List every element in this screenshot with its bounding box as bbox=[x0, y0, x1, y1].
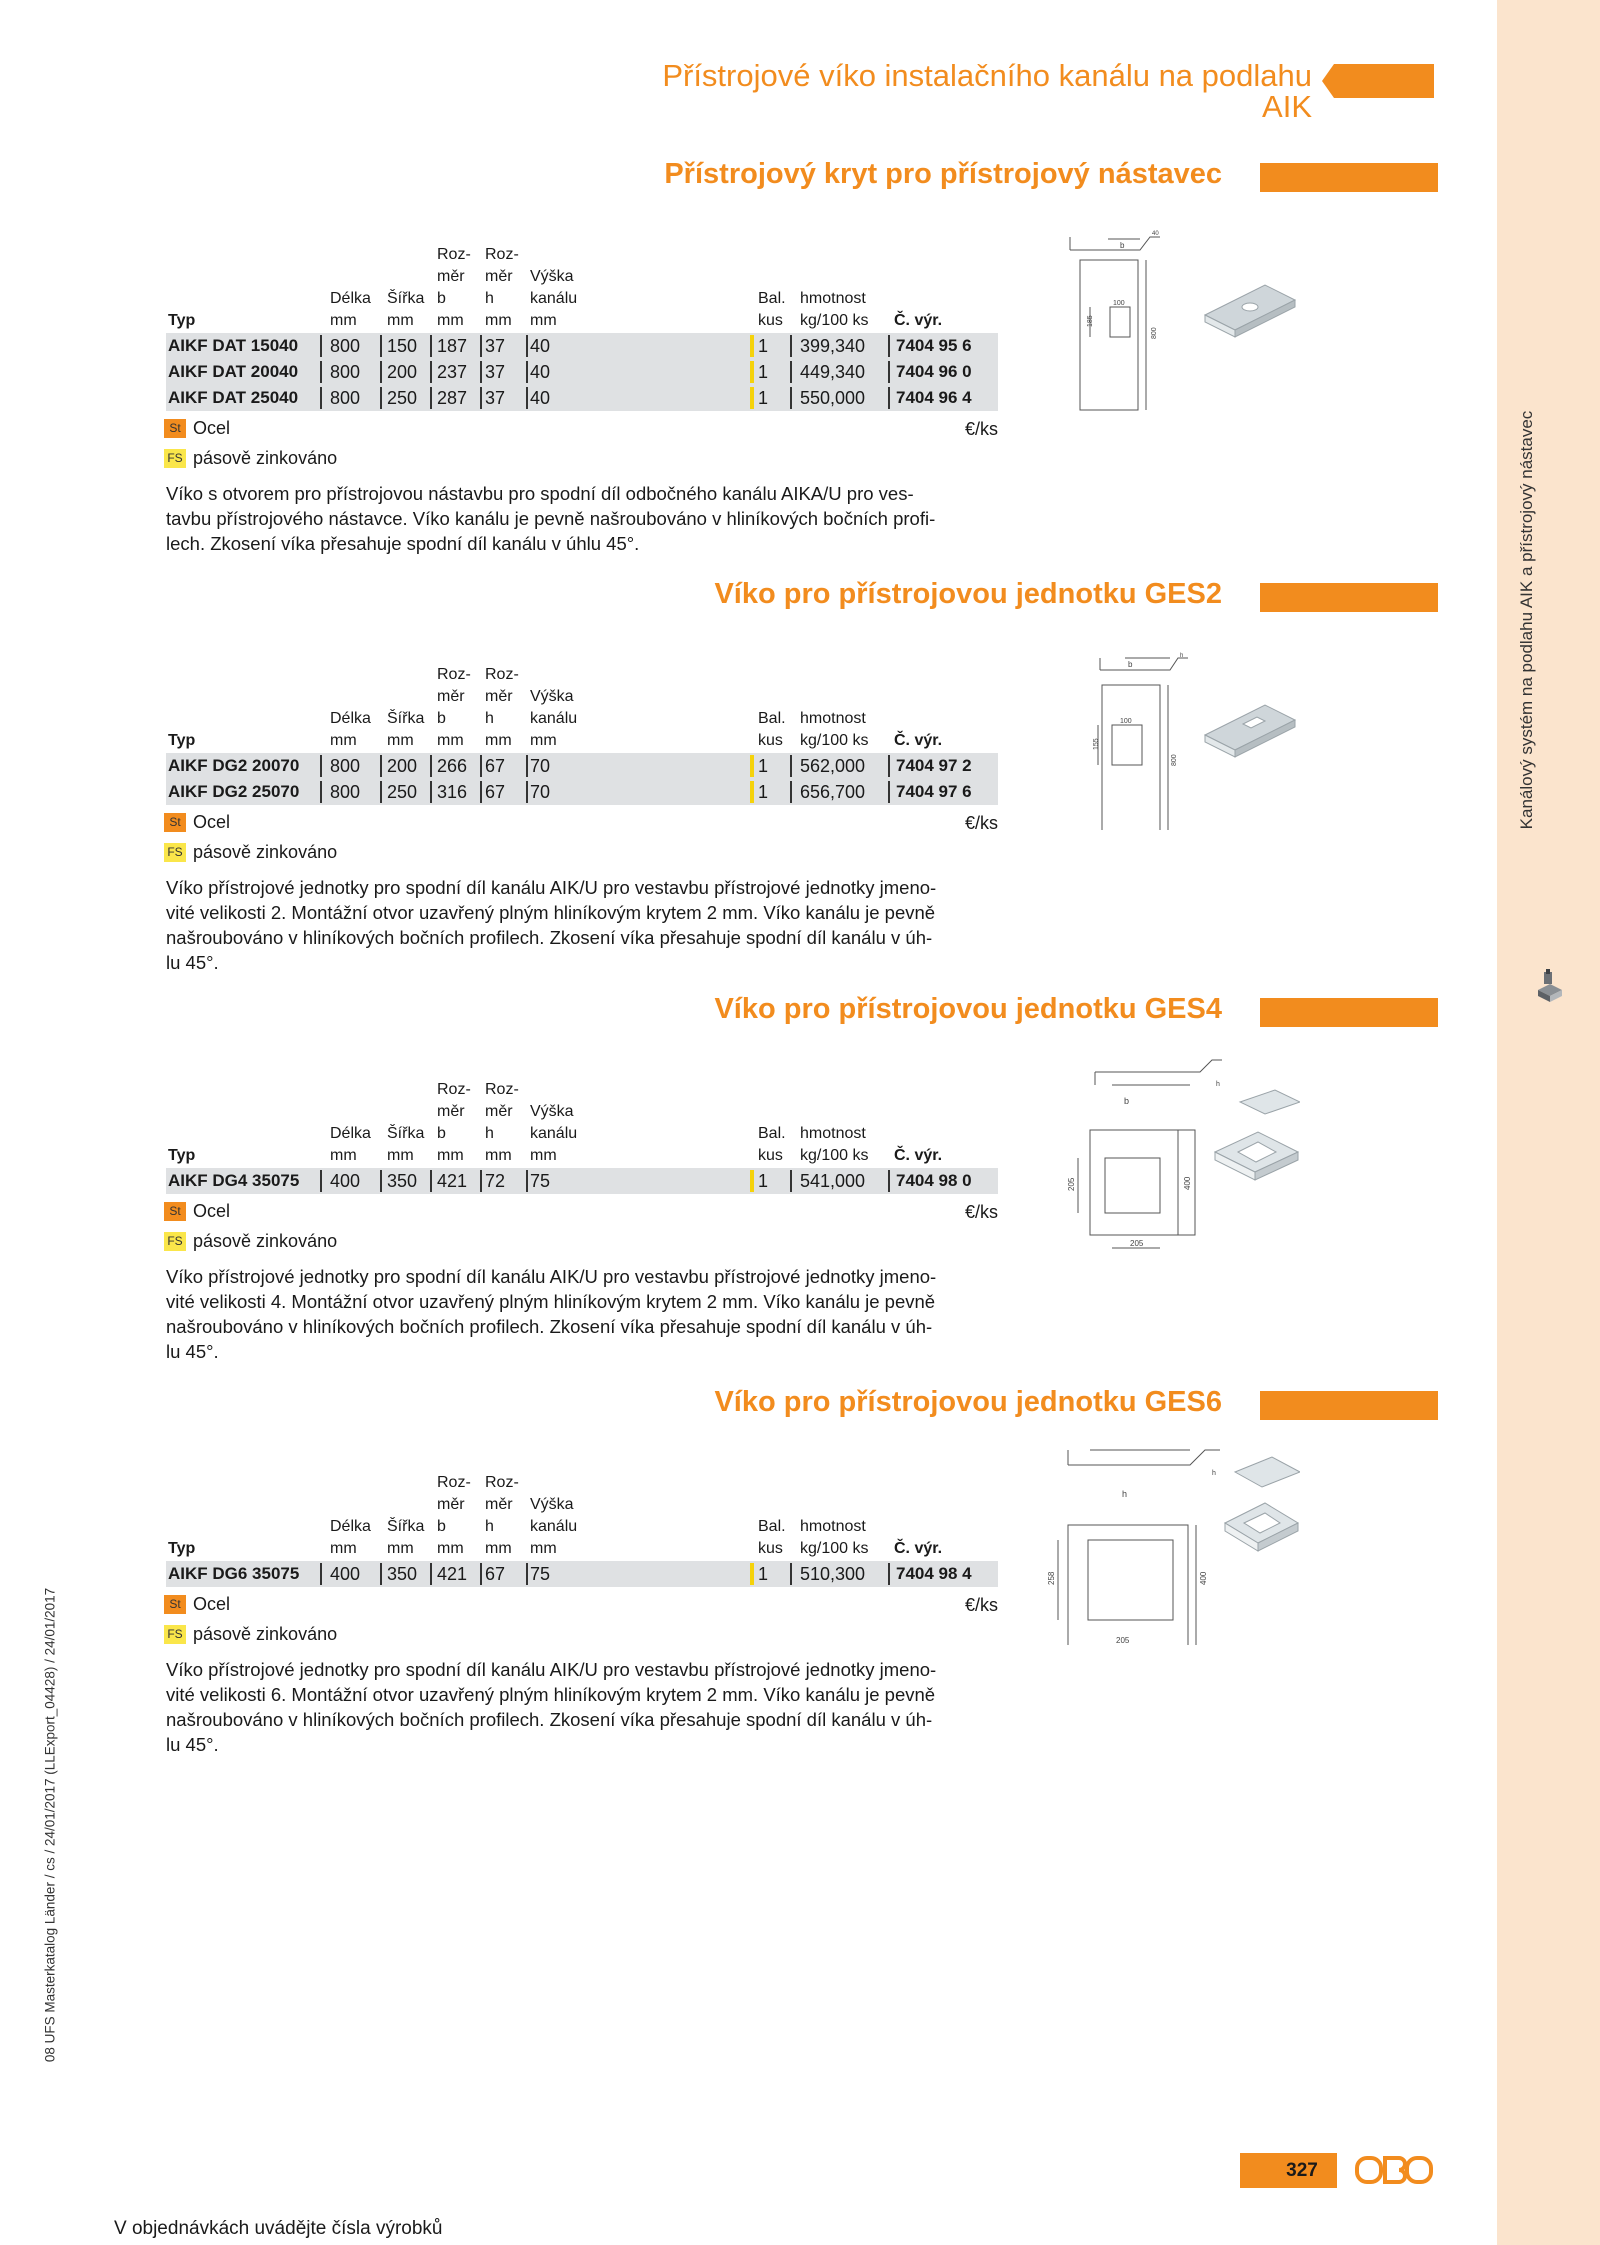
cell-b: 187 bbox=[437, 336, 468, 356]
column-header-rozmer-b: b bbox=[437, 710, 446, 727]
column-header-rozmer-b: mm bbox=[437, 732, 464, 749]
column-header-rozmer-b: Roz- bbox=[437, 1081, 471, 1098]
drawing-label: 205 bbox=[1130, 1239, 1144, 1248]
column-header-hmotnost: kg/100 ks bbox=[800, 1540, 869, 1557]
column-separator bbox=[790, 361, 792, 383]
column-header-sirka: mm bbox=[387, 312, 414, 329]
column-header-rozmer-h: Roz- bbox=[485, 1474, 519, 1491]
cell-typ: AIKF DAT 20040 bbox=[168, 362, 299, 381]
column-header-rozmer-b: Roz- bbox=[437, 246, 471, 263]
cell-b: 316 bbox=[437, 782, 468, 802]
cell-h: 67 bbox=[485, 1564, 506, 1584]
column-separator bbox=[380, 755, 382, 777]
column-header-cvyr: Č. výr. bbox=[894, 732, 943, 749]
column-header-rozmer-h: měr bbox=[485, 688, 513, 705]
material-badge: St bbox=[164, 419, 186, 438]
description-line: vité velikosti 2. Montážní otvor uzavřený plným hliníkovým krytem 2 mm. Víko kanálu je pevně bbox=[166, 902, 936, 923]
column-header-delka: Délka bbox=[330, 1125, 371, 1142]
column-separator bbox=[380, 1563, 382, 1585]
column-header-rozmer-h: h bbox=[485, 1518, 494, 1535]
column-header-rozmer-h: měr bbox=[485, 268, 513, 285]
drawing-label: 100 bbox=[1113, 300, 1125, 307]
material-label: Ocel bbox=[193, 1594, 231, 1614]
column-header-hmotnost: kg/100 ks bbox=[800, 312, 869, 329]
cell-delka: 800 bbox=[330, 362, 361, 382]
finish-label: pásově zinkováno bbox=[193, 448, 338, 468]
cell-bal: 1 bbox=[758, 388, 769, 408]
cell-sirka: 250 bbox=[387, 782, 418, 802]
cell-delka: 400 bbox=[330, 1171, 361, 1191]
cell-cvyr: 7404 98 0 bbox=[896, 1171, 972, 1190]
ges6-technical-drawing bbox=[1040, 1425, 1300, 1645]
description-line: našroubováno v hliníkových bočních profilech. Zkosení víka přesahuje spodní díl kanálu v úh- bbox=[166, 1709, 933, 1730]
cell-bal: 1 bbox=[758, 782, 769, 802]
column-header-vyska: Výška bbox=[530, 268, 574, 285]
column-header-rozmer-h: h bbox=[485, 290, 494, 307]
column-header-delka: Délka bbox=[330, 710, 371, 727]
column-separator bbox=[480, 387, 482, 409]
section-title: Víko pro přístrojovou jednotku GES4 bbox=[714, 993, 1222, 1025]
column-separator bbox=[526, 1170, 528, 1192]
cell-hmotnost: 510,300 bbox=[800, 1564, 866, 1584]
column-separator bbox=[526, 361, 528, 383]
column-header-delka: mm bbox=[330, 1540, 357, 1557]
column-header-typ: Typ bbox=[168, 1540, 196, 1557]
cell-cvyr: 7404 97 6 bbox=[896, 782, 972, 801]
column-header-hmotnost: hmotnost bbox=[800, 1125, 866, 1142]
drawing-label: b bbox=[1120, 241, 1125, 250]
column-separator bbox=[320, 1563, 322, 1585]
header-arrow-icon bbox=[1322, 64, 1434, 98]
material-label: Ocel bbox=[193, 418, 231, 438]
column-header-delka: mm bbox=[330, 312, 357, 329]
column-separator bbox=[480, 1563, 482, 1585]
column-separator bbox=[430, 781, 432, 803]
column-header-rozmer-b: b bbox=[437, 1518, 446, 1535]
cell-delka: 800 bbox=[330, 388, 361, 408]
cell-bal: 1 bbox=[758, 756, 769, 776]
cell-typ: AIKF DG6 35075 bbox=[168, 1564, 300, 1583]
column-separator bbox=[790, 755, 792, 777]
cell-bal: 1 bbox=[758, 1171, 769, 1191]
drawing-label: 400 bbox=[1183, 1176, 1192, 1190]
column-header-cvyr: Č. výr. bbox=[894, 312, 943, 329]
cell-delka: 800 bbox=[330, 336, 361, 356]
column-separator bbox=[526, 335, 528, 357]
drawing-label: 258 bbox=[1047, 1571, 1056, 1585]
column-separator bbox=[526, 387, 528, 409]
description bbox=[166, 875, 1006, 975]
material-label: Ocel bbox=[193, 1201, 231, 1221]
column-separator bbox=[480, 335, 482, 357]
column-separator bbox=[320, 755, 322, 777]
column-header-vyska: Výška bbox=[530, 1496, 574, 1513]
column-header-vyska: mm bbox=[530, 1540, 557, 1557]
column-separator bbox=[480, 781, 482, 803]
cell-sirka: 250 bbox=[387, 388, 418, 408]
column-header-rozmer-b: b bbox=[437, 290, 446, 307]
column-header-hmotnost: hmotnost bbox=[800, 290, 866, 307]
finish-label: pásově zinkováno bbox=[193, 1624, 338, 1644]
cell-delka: 800 bbox=[330, 756, 361, 776]
table-row bbox=[166, 753, 998, 779]
finish-label: pásově zinkováno bbox=[193, 842, 338, 862]
column-header-rozmer-h: h bbox=[485, 710, 494, 727]
page-number: 327 bbox=[1240, 2153, 1337, 2188]
description-line: Víko s otvorem pro přístrojovou nástavbu pro spodní díl odbočného kanálu AIKA/U pro ves- bbox=[166, 483, 914, 504]
drawing-label: h bbox=[1212, 1470, 1216, 1477]
column-separator bbox=[380, 335, 382, 357]
description-line: vité velikosti 4. Montážní otvor uzavřený plným hliníkovým krytem 2 mm. Víko kanálu je pevně bbox=[166, 1291, 936, 1312]
section-title-bar bbox=[1260, 998, 1438, 1027]
column-separator bbox=[430, 387, 432, 409]
column-header-rozmer-h: mm bbox=[485, 312, 512, 329]
cell-vyska: 70 bbox=[530, 782, 551, 802]
description-line: lech. Zkosení víka přesahuje spodní díl kanálu v úhlu 45°. bbox=[166, 533, 640, 554]
column-header-vyska: mm bbox=[530, 1147, 557, 1164]
column-header-bal: kus bbox=[758, 732, 783, 749]
finish-badge: FS bbox=[164, 1232, 186, 1251]
cell-sirka: 200 bbox=[387, 756, 418, 776]
column-separator bbox=[480, 1170, 482, 1192]
column-header-sirka: Šířka bbox=[387, 1518, 425, 1535]
column-separator bbox=[888, 387, 890, 409]
column-header-rozmer-h: Roz- bbox=[485, 246, 519, 263]
column-separator bbox=[888, 335, 890, 357]
cell-hmotnost: 562,000 bbox=[800, 756, 866, 776]
description-line: lu 45°. bbox=[166, 952, 219, 973]
cell-sirka: 350 bbox=[387, 1171, 418, 1191]
cell-b: 237 bbox=[437, 362, 468, 382]
cell-b: 287 bbox=[437, 388, 468, 408]
cell-typ: AIKF DG2 25070 bbox=[168, 782, 300, 801]
finish-badge: FS bbox=[164, 1625, 186, 1644]
cell-vyska: 40 bbox=[530, 388, 551, 408]
column-separator bbox=[750, 387, 754, 409]
column-separator bbox=[790, 781, 792, 803]
column-separator bbox=[888, 361, 890, 383]
cell-typ: AIKF DAT 15040 bbox=[168, 336, 299, 355]
column-header-rozmer-b: mm bbox=[437, 1147, 464, 1164]
cell-hmotnost: 550,000 bbox=[800, 388, 866, 408]
column-header-rozmer-h: mm bbox=[485, 732, 512, 749]
column-header-bal: Bal. bbox=[758, 290, 786, 307]
drawing-label: 40 bbox=[1152, 231, 1159, 237]
column-header-rozmer-h: h bbox=[485, 1125, 494, 1142]
section-title: Přístrojový kryt pro přístrojový nástavec bbox=[664, 158, 1222, 190]
cell-cvyr: 7404 96 4 bbox=[896, 388, 972, 407]
description-line: lu 45°. bbox=[166, 1734, 219, 1755]
column-header-sirka: Šířka bbox=[387, 290, 425, 307]
column-header-hmotnost: hmotnost bbox=[800, 710, 866, 727]
cell-b: 421 bbox=[437, 1171, 468, 1191]
column-header-rozmer-b: Roz- bbox=[437, 666, 471, 683]
table-row bbox=[166, 779, 998, 805]
description-line: našroubováno v hliníkových bočních profilech. Zkosení víka přesahuje spodní díl kanálu v úh- bbox=[166, 927, 933, 948]
cell-cvyr: 7404 95 6 bbox=[896, 336, 972, 355]
column-header-sirka: mm bbox=[387, 732, 414, 749]
description-line: vité velikosti 6. Montážní otvor uzavřený plným hliníkovým krytem 2 mm. Víko kanálu je pevně bbox=[166, 1684, 936, 1705]
cell-b: 266 bbox=[437, 756, 468, 776]
cell-delka: 400 bbox=[330, 1564, 361, 1584]
table-row bbox=[166, 1168, 998, 1194]
obo-logo bbox=[1355, 2153, 1435, 2188]
column-header-rozmer-h: mm bbox=[485, 1540, 512, 1557]
column-header-rozmer-b: měr bbox=[437, 268, 465, 285]
description-line: našroubováno v hliníkových bočních profilech. Zkosení víka přesahuje spodní díl kanálu v úh- bbox=[166, 1316, 933, 1337]
section-title-bar bbox=[1260, 1391, 1438, 1420]
cell-typ: AIKF DG4 35075 bbox=[168, 1171, 300, 1190]
column-header-vyska: mm bbox=[530, 732, 557, 749]
column-separator bbox=[480, 755, 482, 777]
floor-outlet-icon bbox=[1536, 968, 1564, 1004]
column-separator bbox=[750, 1170, 754, 1192]
cell-sirka: 200 bbox=[387, 362, 418, 382]
footer-note: V objednávkách uvádějte čísla výrobků bbox=[114, 2218, 443, 2239]
column-separator bbox=[320, 387, 322, 409]
column-separator bbox=[320, 361, 322, 383]
column-separator bbox=[380, 781, 382, 803]
column-separator bbox=[480, 361, 482, 383]
column-separator bbox=[888, 1170, 890, 1192]
material-badge: St bbox=[164, 1202, 186, 1221]
column-separator bbox=[430, 1170, 432, 1192]
finish-badge: FS bbox=[164, 449, 186, 468]
description-line: tavbu přístrojového nástavce. Víko kanálu je pevně našroubováno v hliníkových bočních profi- bbox=[166, 508, 936, 529]
drawing-label: 800 bbox=[1171, 754, 1178, 766]
column-header-vyska: kanálu bbox=[530, 290, 578, 307]
drawing-label: h bbox=[1180, 653, 1184, 659]
column-header-vyska: kanálu bbox=[530, 710, 578, 727]
drawing-label: b bbox=[1124, 1096, 1130, 1106]
column-separator bbox=[526, 781, 528, 803]
finish-badge: FS bbox=[164, 843, 186, 862]
page-title: Přístrojové víko instalačního kanálu na podlahu AIK bbox=[662, 58, 1312, 124]
column-header-hmotnost: kg/100 ks bbox=[800, 732, 869, 749]
column-separator bbox=[790, 335, 792, 357]
column-header-rozmer-h: Roz- bbox=[485, 1081, 519, 1098]
section-title: Víko pro přístrojovou jednotku GES6 bbox=[714, 1386, 1222, 1418]
drawing-label: 155 bbox=[1093, 738, 1100, 750]
column-header-rozmer-h: mm bbox=[485, 1147, 512, 1164]
drawing-label: 800 bbox=[1151, 327, 1158, 339]
cell-bal: 1 bbox=[758, 1564, 769, 1584]
cell-sirka: 350 bbox=[387, 1564, 418, 1584]
table-row bbox=[166, 385, 998, 411]
description-line: Víko přístrojové jednotky pro spodní díl kanálu AIK/U pro vestavbu přístrojové jednotky jmeno- bbox=[166, 877, 937, 898]
description-line: lu 45°. bbox=[166, 1341, 219, 1362]
column-header-delka: Délka bbox=[330, 290, 371, 307]
column-header-sirka: Šířka bbox=[387, 1125, 425, 1142]
column-separator bbox=[526, 755, 528, 777]
column-header-cvyr: Č. výr. bbox=[894, 1540, 943, 1557]
column-header-bal: Bal. bbox=[758, 710, 786, 727]
price-unit: €/ks bbox=[964, 813, 998, 833]
cell-h: 67 bbox=[485, 782, 506, 802]
cell-cvyr: 7404 97 2 bbox=[896, 756, 972, 775]
column-separator bbox=[750, 1563, 754, 1585]
cell-bal: 1 bbox=[758, 336, 769, 356]
column-header-rozmer-b: měr bbox=[437, 688, 465, 705]
cell-hmotnost: 399,340 bbox=[800, 336, 866, 356]
cell-vyska: 70 bbox=[530, 756, 551, 776]
column-header-rozmer-h: měr bbox=[485, 1103, 513, 1120]
cell-sirka: 150 bbox=[387, 336, 418, 356]
cell-h: 37 bbox=[485, 388, 506, 408]
column-header-rozmer-b: Roz- bbox=[437, 1474, 471, 1491]
column-header-rozmer-b: měr bbox=[437, 1103, 465, 1120]
description bbox=[166, 481, 1006, 556]
cell-hmotnost: 656,700 bbox=[800, 782, 866, 802]
material-badge: St bbox=[164, 813, 186, 832]
column-separator bbox=[430, 1563, 432, 1585]
column-header-hmotnost: hmotnost bbox=[800, 1518, 866, 1535]
column-header-sirka: Šířka bbox=[387, 710, 425, 727]
cell-vyska: 75 bbox=[530, 1564, 551, 1584]
price-unit: €/ks bbox=[964, 419, 998, 439]
column-header-rozmer-b: měr bbox=[437, 1496, 465, 1513]
cell-cvyr: 7404 98 4 bbox=[896, 1564, 972, 1583]
description bbox=[166, 1264, 1006, 1364]
column-separator bbox=[750, 335, 754, 357]
column-header-delka: Délka bbox=[330, 1518, 371, 1535]
column-header-bal: Bal. bbox=[758, 1125, 786, 1142]
column-header-bal: Bal. bbox=[758, 1518, 786, 1535]
cell-h: 37 bbox=[485, 336, 506, 356]
cell-hmotnost: 449,340 bbox=[800, 362, 866, 382]
price-unit: €/ks bbox=[964, 1595, 998, 1615]
cell-vyska: 40 bbox=[530, 336, 551, 356]
column-header-typ: Typ bbox=[168, 732, 196, 749]
column-header-vyska: kanálu bbox=[530, 1125, 578, 1142]
drawing-label: h bbox=[1122, 1489, 1128, 1499]
cell-cvyr: 7404 96 0 bbox=[896, 362, 972, 381]
section-title-bar bbox=[1260, 163, 1438, 192]
column-header-sirka: mm bbox=[387, 1540, 414, 1557]
catalog-meta: 08 UFS Masterkatalog Länder / cs / 24/01/2017 (LLExport_04428) / 24/01/2017 bbox=[42, 1587, 58, 2063]
column-header-vyska: kanálu bbox=[530, 1518, 578, 1535]
column-separator bbox=[750, 361, 754, 383]
column-separator bbox=[750, 755, 754, 777]
description-line: Víko přístrojové jednotky pro spodní díl kanálu AIK/U pro vestavbu přístrojové jednotky jmeno- bbox=[166, 1266, 937, 1287]
column-header-bal: kus bbox=[758, 312, 783, 329]
description-line: Víko přístrojové jednotky pro spodní díl kanálu AIK/U pro vestavbu přístrojové jednotky jmeno- bbox=[166, 1659, 937, 1680]
table-row bbox=[166, 333, 998, 359]
finish-label: pásově zinkováno bbox=[193, 1231, 338, 1251]
column-separator bbox=[380, 361, 382, 383]
cell-typ: AIKF DG2 20070 bbox=[168, 756, 300, 775]
column-separator bbox=[380, 1170, 382, 1192]
column-separator bbox=[888, 755, 890, 777]
column-separator bbox=[888, 1563, 890, 1585]
column-header-vyska: Výška bbox=[530, 688, 574, 705]
column-header-vyska: mm bbox=[530, 312, 557, 329]
column-header-rozmer-h: měr bbox=[485, 1496, 513, 1513]
column-separator bbox=[790, 387, 792, 409]
cell-h: 72 bbox=[485, 1171, 506, 1191]
column-header-hmotnost: kg/100 ks bbox=[800, 1147, 869, 1164]
cell-delka: 800 bbox=[330, 782, 361, 802]
column-separator bbox=[790, 1170, 792, 1192]
section-title: Víko pro přístrojovou jednotku GES2 bbox=[714, 578, 1222, 610]
material-label: Ocel bbox=[193, 812, 231, 832]
column-separator bbox=[380, 387, 382, 409]
column-header-bal: kus bbox=[758, 1540, 783, 1557]
section-title-bar bbox=[1260, 583, 1438, 612]
column-separator bbox=[320, 335, 322, 357]
cell-vyska: 40 bbox=[530, 362, 551, 382]
drawing-label: h bbox=[1216, 1081, 1220, 1088]
material-badge: St bbox=[164, 1595, 186, 1614]
cell-bal: 1 bbox=[758, 362, 769, 382]
column-separator bbox=[790, 1563, 792, 1585]
cell-h: 67 bbox=[485, 756, 506, 776]
drawing-label: 400 bbox=[1199, 1571, 1208, 1585]
table-row bbox=[166, 1561, 998, 1587]
column-separator bbox=[320, 1170, 322, 1192]
drawing-label: 205 bbox=[1067, 1177, 1076, 1191]
column-header-sirka: mm bbox=[387, 1147, 414, 1164]
ges4-technical-drawing bbox=[1040, 1050, 1300, 1270]
right-sidebar bbox=[1497, 0, 1600, 2245]
drawing-label: 185 bbox=[1087, 315, 1094, 327]
column-header-delka: mm bbox=[330, 1147, 357, 1164]
column-header-delka: mm bbox=[330, 732, 357, 749]
column-separator bbox=[526, 1563, 528, 1585]
column-header-typ: Typ bbox=[168, 312, 196, 329]
column-separator bbox=[430, 755, 432, 777]
drawing-label: 100 bbox=[1120, 718, 1132, 725]
column-header-rozmer-b: mm bbox=[437, 1540, 464, 1557]
column-separator bbox=[888, 781, 890, 803]
column-header-bal: kus bbox=[758, 1147, 783, 1164]
cell-hmotnost: 541,000 bbox=[800, 1171, 866, 1191]
cell-typ: AIKF DAT 25040 bbox=[168, 388, 299, 407]
column-separator bbox=[320, 781, 322, 803]
cell-b: 421 bbox=[437, 1564, 468, 1584]
description bbox=[166, 1657, 1006, 1757]
price-unit: €/ks bbox=[964, 1202, 998, 1222]
column-header-rozmer-b: b bbox=[437, 1125, 446, 1142]
column-header-rozmer-b: mm bbox=[437, 312, 464, 329]
cell-h: 37 bbox=[485, 362, 506, 382]
drawing-label: b bbox=[1128, 660, 1133, 669]
column-header-cvyr: Č. výr. bbox=[894, 1147, 943, 1164]
dat-technical-drawing bbox=[1050, 215, 1300, 415]
column-separator bbox=[750, 781, 754, 803]
column-separator bbox=[430, 335, 432, 357]
sidebar-title: Kanálový systém na podlahu AIK a přístrojový nástavec bbox=[1517, 410, 1536, 830]
cell-vyska: 75 bbox=[530, 1171, 551, 1191]
ges2-technical-drawing bbox=[1050, 630, 1300, 830]
column-header-typ: Typ bbox=[168, 1147, 196, 1164]
column-separator bbox=[430, 361, 432, 383]
table-row bbox=[166, 359, 998, 385]
drawing-label: 205 bbox=[1116, 1636, 1130, 1645]
column-header-rozmer-h: Roz- bbox=[485, 666, 519, 683]
column-header-vyska: Výška bbox=[530, 1103, 574, 1120]
